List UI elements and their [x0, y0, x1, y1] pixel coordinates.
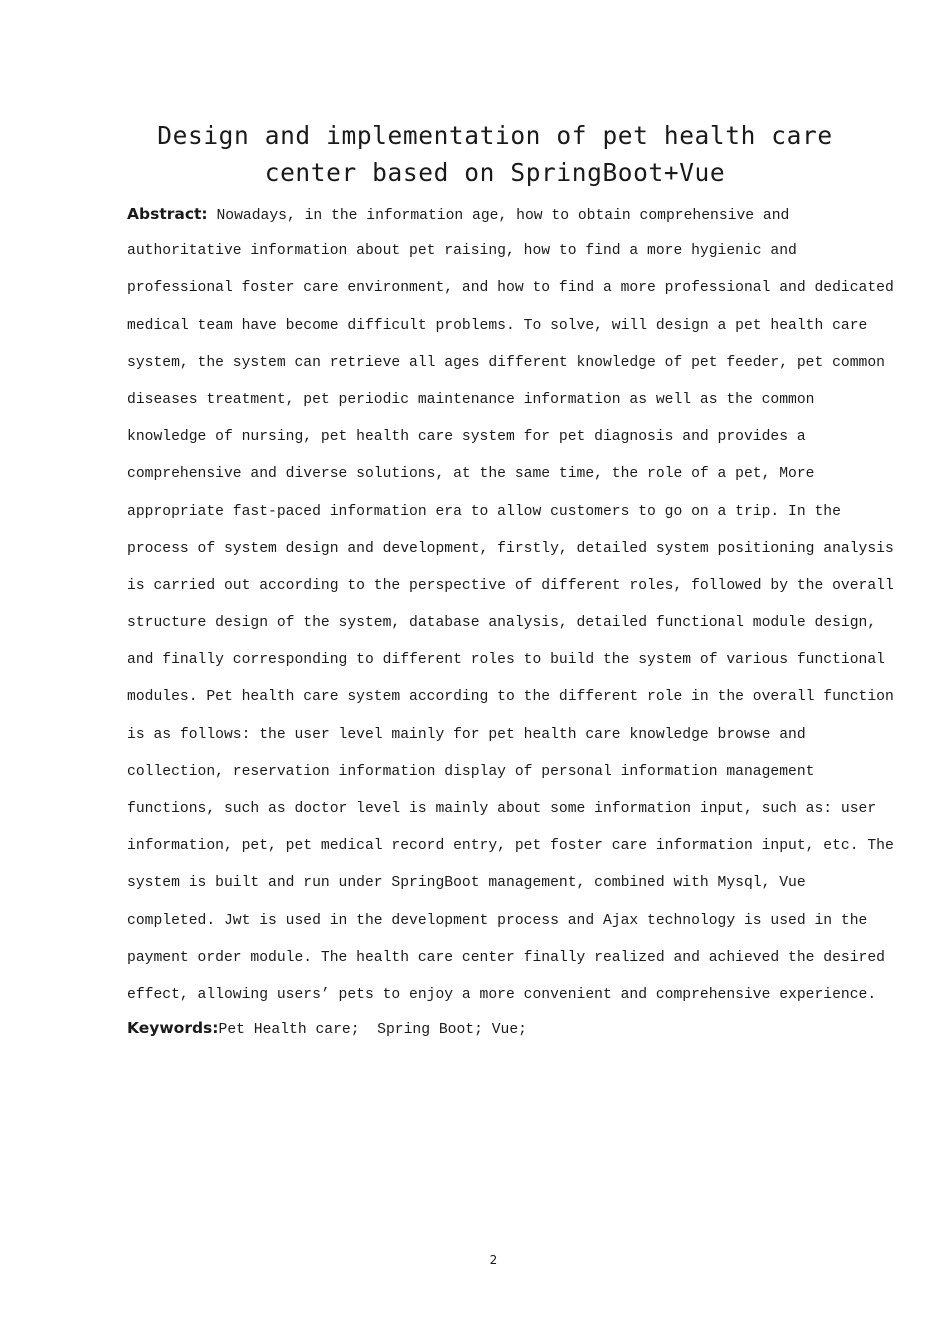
abstract-line: effect, allowing users’ pets to enjoy a more convenient and comprehensive experience.	[127, 986, 877, 1003]
abstract-block	[127, 196, 894, 1014]
abstract-line: knowledge of nursing, pet health care system for pet diagnosis and provides a	[127, 429, 806, 446]
title-line: center based on SpringBoot+Vue	[264, 158, 726, 187]
keywords-label: Keywords:	[127, 1019, 219, 1037]
abstract-line: professional foster care environment, and how to find a more professional and dedicated	[127, 280, 894, 297]
abstract-line: diseases treatment, pet periodic maintenance information as well as the common	[127, 391, 815, 408]
abstract-line: completed. Jwt is used in the development process and Ajax technology is used in the	[127, 912, 868, 929]
keywords-text: Pet Health care; Spring Boot; Vue;	[218, 1022, 527, 1038]
page-number: 2	[489, 1253, 498, 1267]
abstract-line: and finally corresponding to different roles to build the system of various functional	[127, 652, 885, 669]
abstract-line: payment order module. The health care center finally realized and achieved the desired	[127, 949, 885, 966]
abstract-line: process of system design and development, firstly, detailed system positioning analysis	[127, 540, 894, 557]
abstract-line: system is built and run under SpringBoot management, combined with Mysql, Vue	[127, 875, 806, 892]
abstract-line: structure design of the system, database analysis, detailed functional module design,	[127, 615, 877, 632]
abstract-line: collection, reservation information display of personal information management	[127, 763, 815, 780]
abstract-line: functions, such as doctor level is mainly about some information input, such as: user	[127, 801, 877, 817]
abstract-line: is as follows: the user level mainly for pet health care knowledge browse and	[127, 726, 806, 743]
abstract-line: system, the system can retrieve all ages different knowledge of pet feeder, pet common	[127, 354, 885, 371]
paper-title	[110, 117, 880, 191]
abstract-line: modules. Pet health care system according to the different role in the overall function	[127, 689, 894, 706]
title-line: Design and implementation of pet health care	[157, 121, 833, 150]
abstract-line: comprehensive and diverse solutions, at the same time, the role of a pet, More	[127, 466, 815, 483]
abstract-text: Nowadays, in the information age, how to obtain comprehensive and	[207, 208, 790, 224]
abstract-line	[127, 196, 867, 233]
keywords-line	[127, 1015, 527, 1043]
abstract-line: authoritative information about pet raising, how to find a more hygienic and	[127, 243, 797, 260]
abstract-line: medical team have become difficult problems. To solve, will design a pet health care	[127, 317, 868, 334]
abstract-line: appropriate fast-paced information era to allow customers to go on a trip. In the	[127, 503, 841, 520]
abstract-line: information, pet, pet medical record entry, pet foster care information input, etc. The	[127, 838, 894, 855]
abstract-label: Abstract:	[127, 205, 208, 223]
abstract-line: is carried out according to the perspective of different roles, followed by the overall	[127, 577, 894, 594]
